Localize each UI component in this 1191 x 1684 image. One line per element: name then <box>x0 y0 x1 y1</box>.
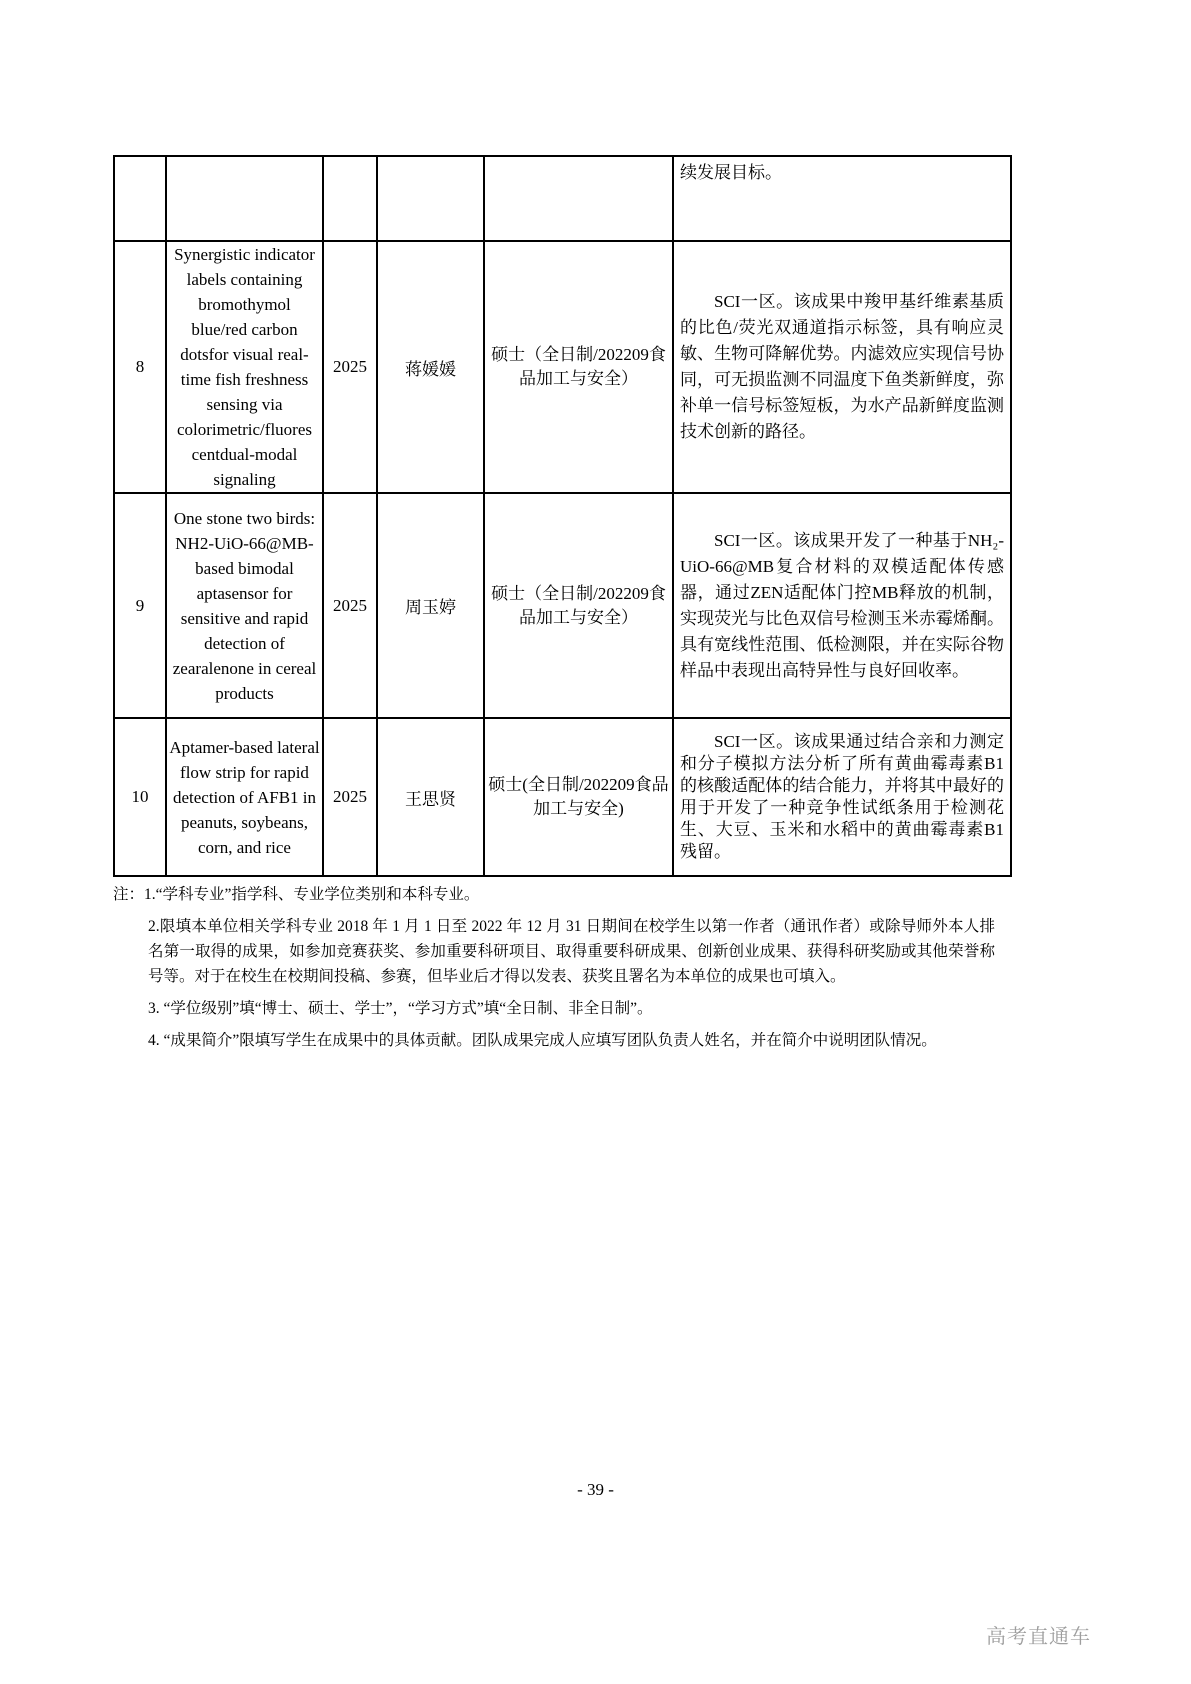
cell-achievement-title: Synergistic indicator labels containing bromothymol blue/red carbon dotsfor visual real-time fish freshness sensing via colorimetric/fluores centdual-modal signaling <box>166 241 323 493</box>
table-row <box>114 493 1011 718</box>
note-4: 4. “成果简介”限填写学生在成果中的具体贡献。团队成果完成人应填写团队负责人姓名，并在简介中说明团队情况。 <box>148 1032 937 1049</box>
description-text: SCI一区。该成果通过结合亲和力测定和分子模拟方法分析了所有黄曲霉毒素B1的核酸适配体的结合能力，并将其中最好的用于开发了一种竞争性试纸条用于检测花生、大豆、玉米和水稻中的黄曲霉毒素B1残留。 <box>680 732 1004 861</box>
note-1: 注：1.“学科专业”指学科、专业学位类别和本科专业。 <box>113 886 480 903</box>
watermark: 高考直通车 <box>986 1626 1091 1648</box>
page-number: - 39 - <box>577 1480 614 1499</box>
cell-achievement-description <box>673 718 1011 876</box>
table-row-continuation <box>114 156 1011 241</box>
note-2: 2.限填本单位相关学科专业 2018 年 1 月 1 日至 2022 年 12 月 31 日期间在校学生以第一作者（通讯作者）或除导师外本人排名第一取得的成果，如参加竞赛获奖、参加重要科研项目、取得重要科研成果、创新创业成果、获得科研奖励或其他荣誉称号等。对于在校生在校期间投稿、参赛，但毕业后才得以发表、获奖且署名为本单位的成果也可填入。 <box>148 918 995 985</box>
cell-degree-program: 硕士（全日制/202209食品加工与安全） <box>484 241 673 493</box>
cell-year <box>323 156 377 241</box>
cell-row-number: 10 <box>114 718 166 876</box>
note-3: 3. “学位级别”填“博士、硕士、学士”，“学习方式”填“全日制、非全日制”。 <box>148 1000 653 1017</box>
cell-row-number <box>114 156 166 241</box>
notes-section <box>113 882 995 1060</box>
cell-achievement-description <box>673 156 1011 241</box>
cell-row-number: 9 <box>114 493 166 718</box>
table-row <box>114 241 1011 493</box>
cell-achievement-title <box>166 156 323 241</box>
cell-degree-program: 硕士（全日制/202209食品加工与安全） <box>484 493 673 718</box>
cell-achievement-description <box>673 241 1011 493</box>
cell-row-number: 8 <box>114 241 166 493</box>
table-row <box>114 718 1011 876</box>
achievements-table <box>113 155 1012 877</box>
description-text: SCI一区。该成果开发了一种基于NH₂-UiO-66@MB复合材料的双模适配体传感器，通过ZEN适配体门控MB释放的机制，实现荧光与比色双信号检测玉米赤霉烯酮。具有宽线性范围、低检测限，并在实际谷物样品中表现出高特异性与良好回收率。 <box>680 530 1004 680</box>
cell-student-name <box>377 156 484 241</box>
cell-achievement-title: Aptamer-based lateral flow strip for rapid detection of AFB1 in peanuts, soybeans, corn, and rice <box>166 718 323 876</box>
cell-achievement-title: One stone two birds: NH2-UiO-66@MB-based bimodal aptasensor for sensitive and rapid detection of zearalenone in cereal products <box>166 493 323 718</box>
description-text: 续发展目标。 <box>680 163 782 182</box>
cell-student-name: 王思贤 <box>377 718 484 876</box>
cell-achievement-description <box>673 493 1011 718</box>
cell-year: 2025 <box>323 241 377 493</box>
cell-year: 2025 <box>323 718 377 876</box>
cell-student-name: 周玉婷 <box>377 493 484 718</box>
cell-student-name: 蒋媛媛 <box>377 241 484 493</box>
cell-degree-program <box>484 156 673 241</box>
cell-year: 2025 <box>323 493 377 718</box>
description-text: SCI一区。该成果中羧甲基纤维素基质的比色/荧光双通道指示标签，具有响应灵敏、生物可降解优势。内滤效应实现信号协同，可无损监测不同温度下鱼类新鲜度，弥补单一信号标签短板，为水产品新鲜度监测技术创新的路径。 <box>680 292 1004 441</box>
cell-degree-program: 硕士(全日制/202209食品加工与安全) <box>484 718 673 876</box>
